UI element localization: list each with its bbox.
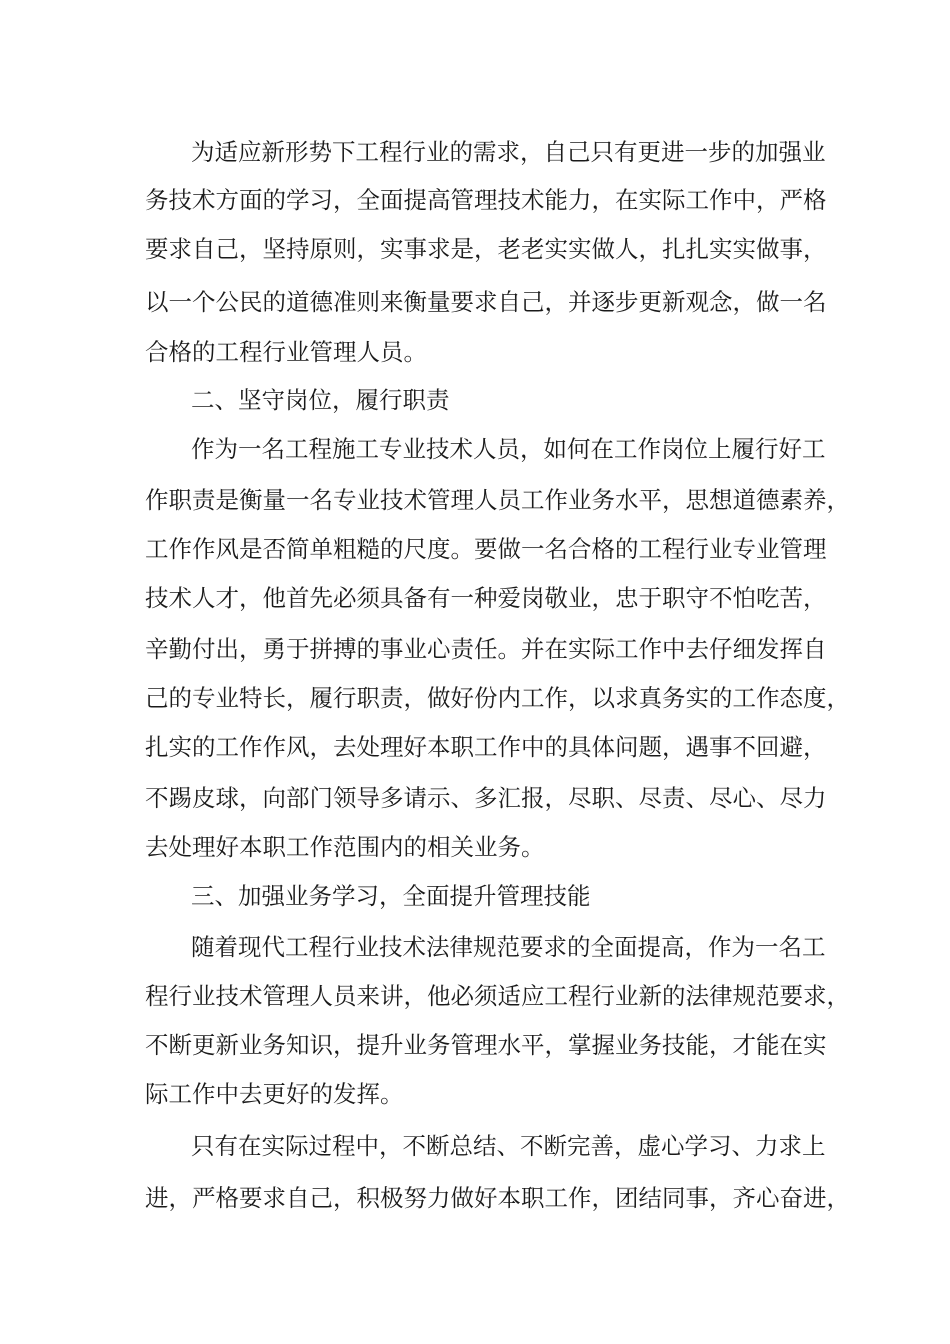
paragraph-line: 进，严格要求自己，积极努力做好本职工作，团结同事，齐心奋进， <box>145 1184 850 1212</box>
paragraph-line: 技术人才，他首先必须具备有一种爱岗敬业，忠于职守不怕吃苦， <box>145 584 827 612</box>
paragraph-line: 作职责是衡量一名专业技术管理人员工作业务水平，思想道德素养， <box>145 486 850 514</box>
paragraph-line: 为适应新形势下工程行业的需求，自己只有更进一步的加强业 <box>191 138 826 166</box>
paragraph-line: 不踢皮球，向部门领导多请示、多汇报，尽职、尽责、尽心、尽力 <box>145 784 827 812</box>
paragraph-line: 随着现代工程行业技术法律规范要求的全面提高，作为一名工 <box>191 933 826 961</box>
paragraph-line: 只有在实际过程中，不断总结、不断完善，虚心学习、力求上 <box>191 1132 826 1160</box>
paragraph-line: 不断更新业务知识，提升业务管理水平，掌握业务技能，才能在实 <box>145 1031 827 1059</box>
paragraph-line: 己的专业特长，履行职责，做好份内工作，以求真务实的工作态度， <box>145 684 850 712</box>
paragraph-line: 以一个公民的道德准则来衡量要求自己，并逐步更新观念，做一名 <box>145 288 827 316</box>
section-heading: 二、坚守岗位，履行职责 <box>191 386 450 414</box>
paragraph-line: 合格的工程行业管理人员。 <box>145 338 427 366</box>
paragraph-line: 要求自己，坚持原则，实事求是，老老实实做人，扎扎实实做事， <box>145 235 827 263</box>
paragraph-line: 辛勤付出，勇于拼搏的事业心责任。并在实际工作中去仔细发挥自 <box>145 635 827 663</box>
paragraph-line: 务技术方面的学习，全面提高管理技术能力，在实际工作中，严格 <box>145 186 827 214</box>
paragraph-line: 际工作中去更好的发挥。 <box>145 1080 404 1108</box>
paragraph-line: 程行业技术管理人员来讲，他必须适应工程行业新的法律规范要求， <box>145 982 850 1010</box>
section-heading: 三、加强业务学习，全面提升管理技能 <box>191 882 591 910</box>
paragraph-line: 扎实的工作作风，去处理好本职工作中的具体问题，遇事不回避， <box>145 733 827 761</box>
paragraph-line: 作为一名工程施工专业技术人员，如何在工作岗位上履行好工 <box>191 435 826 463</box>
paragraph-line: 去处理好本职工作范围内的相关业务。 <box>145 833 545 861</box>
paragraph-line: 工作作风是否简单粗糙的尺度。要做一名合格的工程行业专业管理 <box>145 535 827 563</box>
